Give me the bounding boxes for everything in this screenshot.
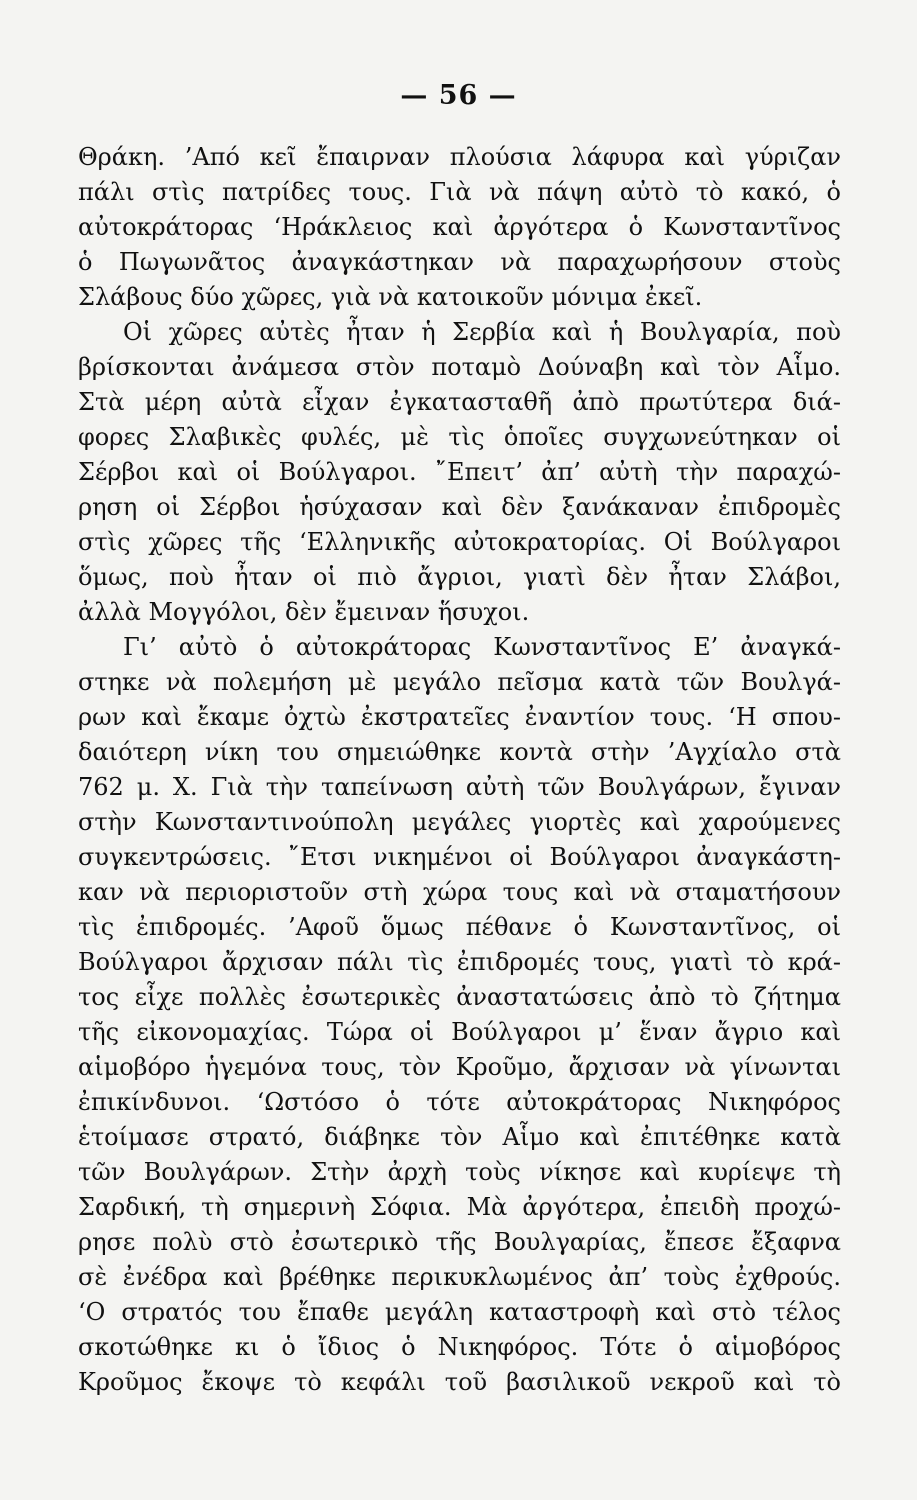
text-line: ὅμως, ποὺ ἦταν οἱ πιὸ ἄγριοι, γιατὶ δὲν ἦταν Σλάβοι, <box>78 563 841 591</box>
text-line: Κροῦμος ἔκοψε τὸ κεφάλι τοῦ βασιλικοῦ νεκροῦ καὶ τὸ <box>78 1368 841 1396</box>
text-line: Οἱ χῶρες αὐτὲς ἦταν ἡ Σερβία καὶ ἡ Βουλγαρία, ποὺ <box>123 318 841 346</box>
text-line: ρων καὶ ἔκαμε ὀχτὼ ἐκστρατεῖες ἐναντίον τους. ‘Η σπου- <box>78 703 841 731</box>
text-line: 762 μ. Χ. Γιὰ τὴν ταπείνωση αὐτὴ τῶν Βουλγάρων, ἔγιναν <box>78 773 841 801</box>
text-line: ἑτοίμασε στρατό, διάβηκε τὸν Αἷμο καὶ ἐπιτέθηκε κατὰ <box>78 1123 841 1151</box>
text-line: ρηση οἱ Σέρβοι ἡσύχασαν καὶ δὲν ξανάκαναν ἐπιδρομὲς <box>78 493 841 521</box>
text-line: τος εἶχε πολλὲς ἐσωτερικὲς ἀναστατώσεις ἀπὸ τὸ ζήτημα <box>78 983 841 1011</box>
text-line: ὁ Πωγωνᾶτος ἀναγκάστηκαν νὰ παραχωρήσουν στοὺς <box>78 248 841 276</box>
text-line: βρίσκονται ἀνάμεσα στὸν ποταμὸ Δούναβη καὶ τὸν Αἷμο. <box>78 353 841 381</box>
text-line: Θράκη. ’Από κεῖ ἔπαιρναν πλούσια λάφυρα καὶ γύριζαν <box>78 143 841 171</box>
text-line: στὶς χῶρες τῆς ‘Ελληνικῆς αὐτοκρατορίας. Οἱ Βούλγαροι <box>78 528 841 556</box>
text-line: Σλάβους δύο χῶρες, γιὰ νὰ κατοικοῦν μόνιμα ἐκεῖ. <box>78 283 703 311</box>
text-line: αἱμοβόρο ἡγεμόνα τους, τὸν Κροῦμο, ἄρχισαν νὰ γίνωνται <box>78 1053 841 1081</box>
text-line: αὐτοκράτορας ‘Ηράκλειος καὶ ἀργότερα ὁ Κωνσταντῖνος <box>78 213 841 241</box>
text-line: πάλι στὶς πατρίδες τους. Γιὰ νὰ πάψη αὐτὸ τὸ κακό, ὁ <box>78 178 841 206</box>
text-line: φορες Σλαβικὲς φυλές, μὲ τὶς ὁποῖες συγχωνεύτηκαν οἱ <box>78 423 841 451</box>
text-line: Γι’ αὐτὸ ὁ αὐτοκράτορας Κωνσταντῖνος Ε’ ἀναγκά- <box>123 633 841 661</box>
text-line: στηκε νὰ πολεμήση μὲ μεγάλο πεῖσμα κατὰ τῶν Βουλγά- <box>78 668 841 696</box>
text-line: συγκεντρώσεις. ῎Ετσι νικημένοι οἱ Βούλγαροι ἀναγκάστη- <box>78 843 841 871</box>
body-text <box>78 140 841 1400</box>
text-line: καν νὰ περιοριστοῦν στὴ χώρα τους καὶ νὰ σταματήσουν <box>78 878 841 906</box>
text-line: Στὰ μέρη αὐτὰ εἶχαν ἐγκατασταθῆ ἀπὸ πρωτύτερα διά- <box>78 388 841 416</box>
text-line: τῆς εἰκονομαχίας. Τώρα οἱ Βούλγαροι μ’ ἕναν ἄγριο καὶ <box>78 1018 841 1046</box>
text-line: σκοτώθηκε κι ὁ ἴδιος ὁ Νικηφόρος. Τότε ὁ αἱμοβόρος <box>78 1333 841 1361</box>
text-line: Σέρβοι καὶ οἱ Βούλγαροι. ῎Επειτ’ ἀπ’ αὐτὴ τὴν παραχώ- <box>78 458 841 486</box>
text-line: στὴν Κωνσταντινούπολη μεγάλες γιορτὲς καὶ χαρούμενες <box>78 808 841 836</box>
text-line: τὶς ἐπιδρομές. ’Αφοῦ ὅμως πέθανε ὁ Κωνσταντῖνος, οἱ <box>78 913 841 941</box>
text-line: Βούλγαροι ἄρχισαν πάλι τὶς ἐπιδρομές τους, γιατὶ τὸ κρά- <box>78 948 841 976</box>
text-line: δαιότερη νίκη του σημειώθηκε κοντὰ στὴν ’Αγχίαλο στὰ <box>78 738 841 766</box>
text-line: ἀλλὰ Μογγόλοι, δὲν ἔμειναν ἥσυχοι. <box>78 598 530 626</box>
text-line: ‘Ο στρατός του ἔπαθε μεγάλη καταστροφὴ καὶ στὸ τέλος <box>78 1298 841 1326</box>
text-line: τῶν Βουλγάρων. Στὴν ἀρχὴ τοὺς νίκησε καὶ κυρίεψε τὴ <box>78 1158 841 1186</box>
text-line: σὲ ἐνέδρα καὶ βρέθηκε περικυκλωμένος ἀπ’ τοὺς ἐχθρούς. <box>78 1263 841 1291</box>
text-line: ἐπικίνδυνοι. ‘Ωστόσο ὁ τότε αὐτοκράτορας Νικηφόρος <box>78 1088 841 1116</box>
page-number: — 56 — <box>400 80 517 111</box>
text-line: ρησε πολὺ στὸ ἐσωτερικὸ τῆς Βουλγαρίας, ἔπεσε ἔξαφνα <box>78 1228 841 1256</box>
text-line: Σαρδική, τὴ σημερινὴ Σόφια. Μὰ ἀργότερα, ἐπειδὴ προχώ- <box>78 1193 841 1221</box>
